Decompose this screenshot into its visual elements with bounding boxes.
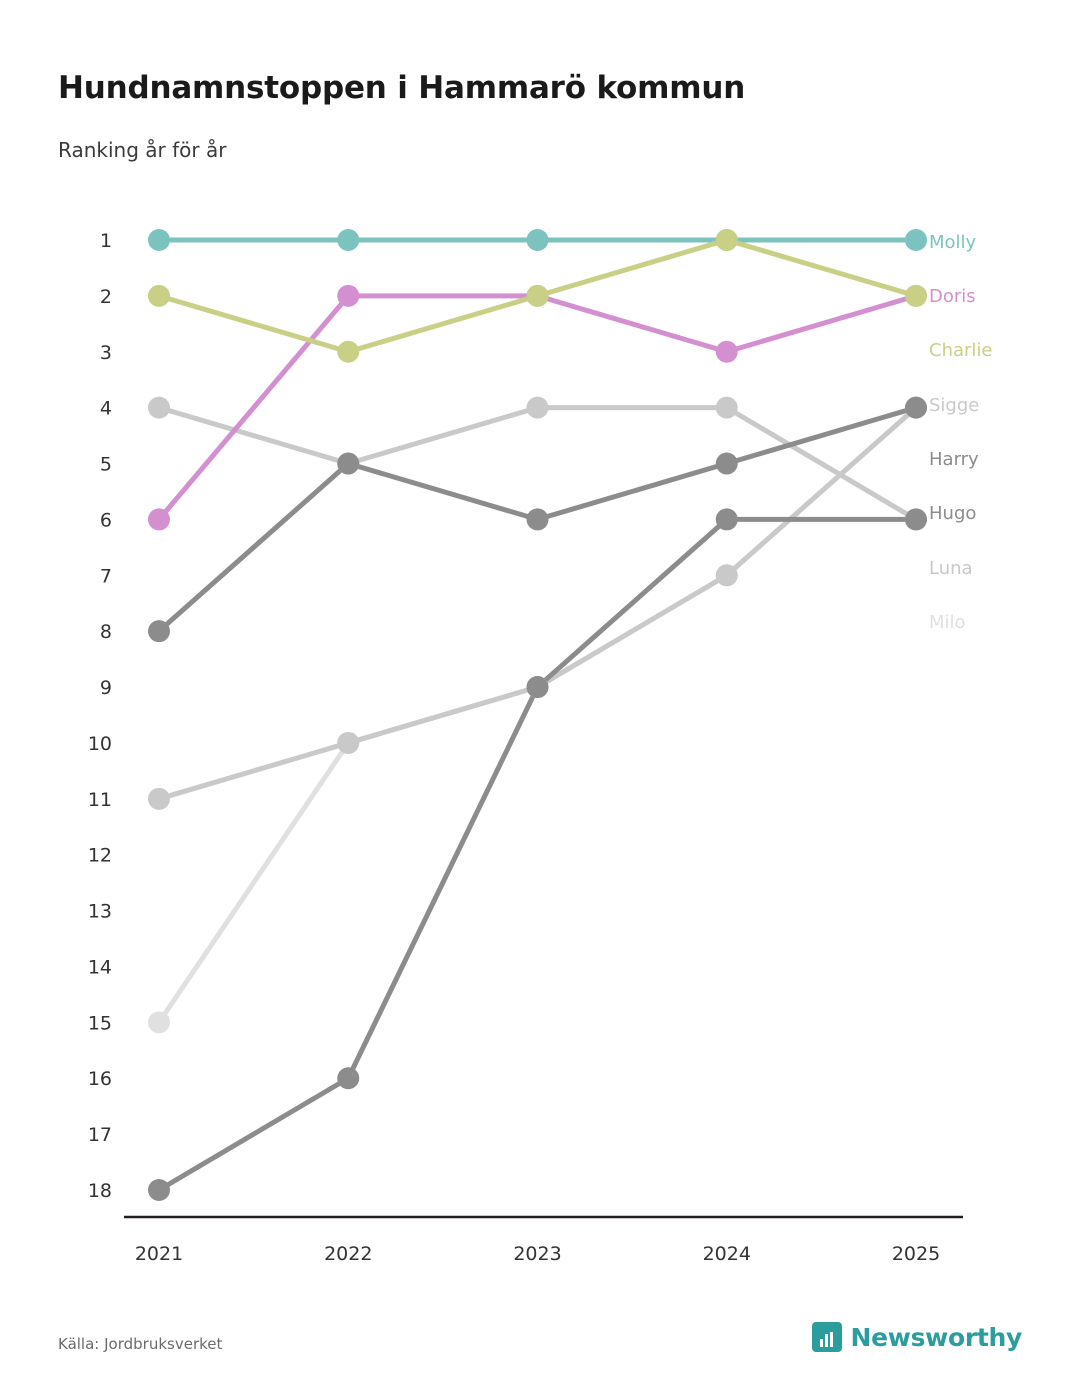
- y-axis-tick-label: 12: [87, 844, 112, 867]
- series-point-charlie: [527, 285, 549, 307]
- series-point-harry: [716, 453, 738, 475]
- series-point-charlie: [716, 229, 738, 251]
- series-point-charlie: [337, 341, 359, 363]
- series-point-molly: [905, 229, 927, 251]
- source-note: Källa: Jordbruksverket: [58, 1335, 223, 1353]
- series-point-milo: [148, 1011, 170, 1033]
- series-point-doris: [337, 285, 359, 307]
- series-point-charlie: [905, 285, 927, 307]
- x-axis-tick-label: 2025: [891, 1243, 941, 1265]
- series-point-luna: [716, 564, 738, 586]
- y-axis-tick-label: 3: [99, 341, 112, 364]
- series-line-sigge: [159, 408, 916, 520]
- y-axis-tick-label: 5: [99, 453, 112, 476]
- series-label-hugo: Hugo: [929, 503, 977, 524]
- series-point-doris: [716, 341, 738, 363]
- series-line-milo: [159, 408, 916, 1023]
- y-axis-tick-label: 18: [87, 1180, 112, 1202]
- series-point-hugo: [527, 676, 549, 698]
- y-axis-tick-label: 2: [99, 285, 112, 308]
- series-point-sigge: [148, 397, 170, 419]
- series-point-molly: [148, 229, 170, 251]
- y-axis-tick-label: 17: [87, 1124, 112, 1147]
- x-axis-tick-label: 2021: [134, 1243, 184, 1265]
- series-point-hugo: [337, 1067, 359, 1089]
- series-point-luna: [337, 732, 359, 754]
- y-axis-tick-label: 15: [87, 1012, 112, 1035]
- x-axis-tick-label: 2022: [324, 1243, 373, 1265]
- y-axis-tick-label: 6: [99, 509, 112, 532]
- y-axis-tick-label: 7: [99, 565, 112, 588]
- series-point-molly: [337, 229, 359, 251]
- series-line-luna: [159, 408, 916, 799]
- y-axis-tick-label: 16: [87, 1068, 112, 1091]
- x-axis-tick-label: 2024: [702, 1243, 751, 1265]
- page-subtitle: Ranking år för år: [58, 138, 227, 162]
- newsworthy-logo: [812, 1322, 1023, 1352]
- series-label-doris: Doris: [929, 286, 976, 307]
- series-point-harry: [148, 620, 170, 642]
- series-label-sigge: Sigge: [929, 395, 980, 416]
- logo-chart-icon: [812, 1322, 842, 1352]
- series-point-harry: [337, 453, 359, 475]
- series-label-molly: Molly: [929, 232, 977, 253]
- series-point-harry: [527, 508, 549, 530]
- series-point-hugo: [148, 1179, 170, 1201]
- series-point-charlie: [148, 285, 170, 307]
- series-point-hugo: [905, 508, 927, 530]
- logo-text: Newsworthy: [850, 1322, 1022, 1352]
- series-point-luna: [148, 788, 170, 810]
- y-axis-tick-label: 4: [99, 397, 112, 420]
- series-label-luna: Luna: [929, 558, 973, 579]
- y-axis-tick-label: 8: [99, 621, 112, 644]
- y-axis-tick-label: 11: [87, 788, 112, 811]
- series-point-sigge: [716, 397, 738, 419]
- y-axis-tick-label: 9: [99, 677, 112, 700]
- x-axis-tick-label: 2023: [513, 1243, 562, 1265]
- y-axis-tick-label: 14: [87, 956, 112, 979]
- series-point-harry: [905, 397, 927, 419]
- series-label-harry: Harry: [929, 449, 979, 470]
- page-title: Hundnamnstoppen i Hammarö kommun: [58, 70, 746, 106]
- y-axis-tick-label: 1: [99, 230, 112, 252]
- series-point-hugo: [716, 508, 738, 530]
- series-label-milo: Milo: [929, 612, 966, 633]
- series-point-doris: [148, 508, 170, 530]
- series-point-sigge: [527, 397, 549, 419]
- series-point-molly: [527, 229, 549, 251]
- y-axis-tick-label: 10: [87, 732, 112, 755]
- y-axis-tick-label: 13: [87, 900, 112, 923]
- series-label-charlie: Charlie: [929, 340, 993, 361]
